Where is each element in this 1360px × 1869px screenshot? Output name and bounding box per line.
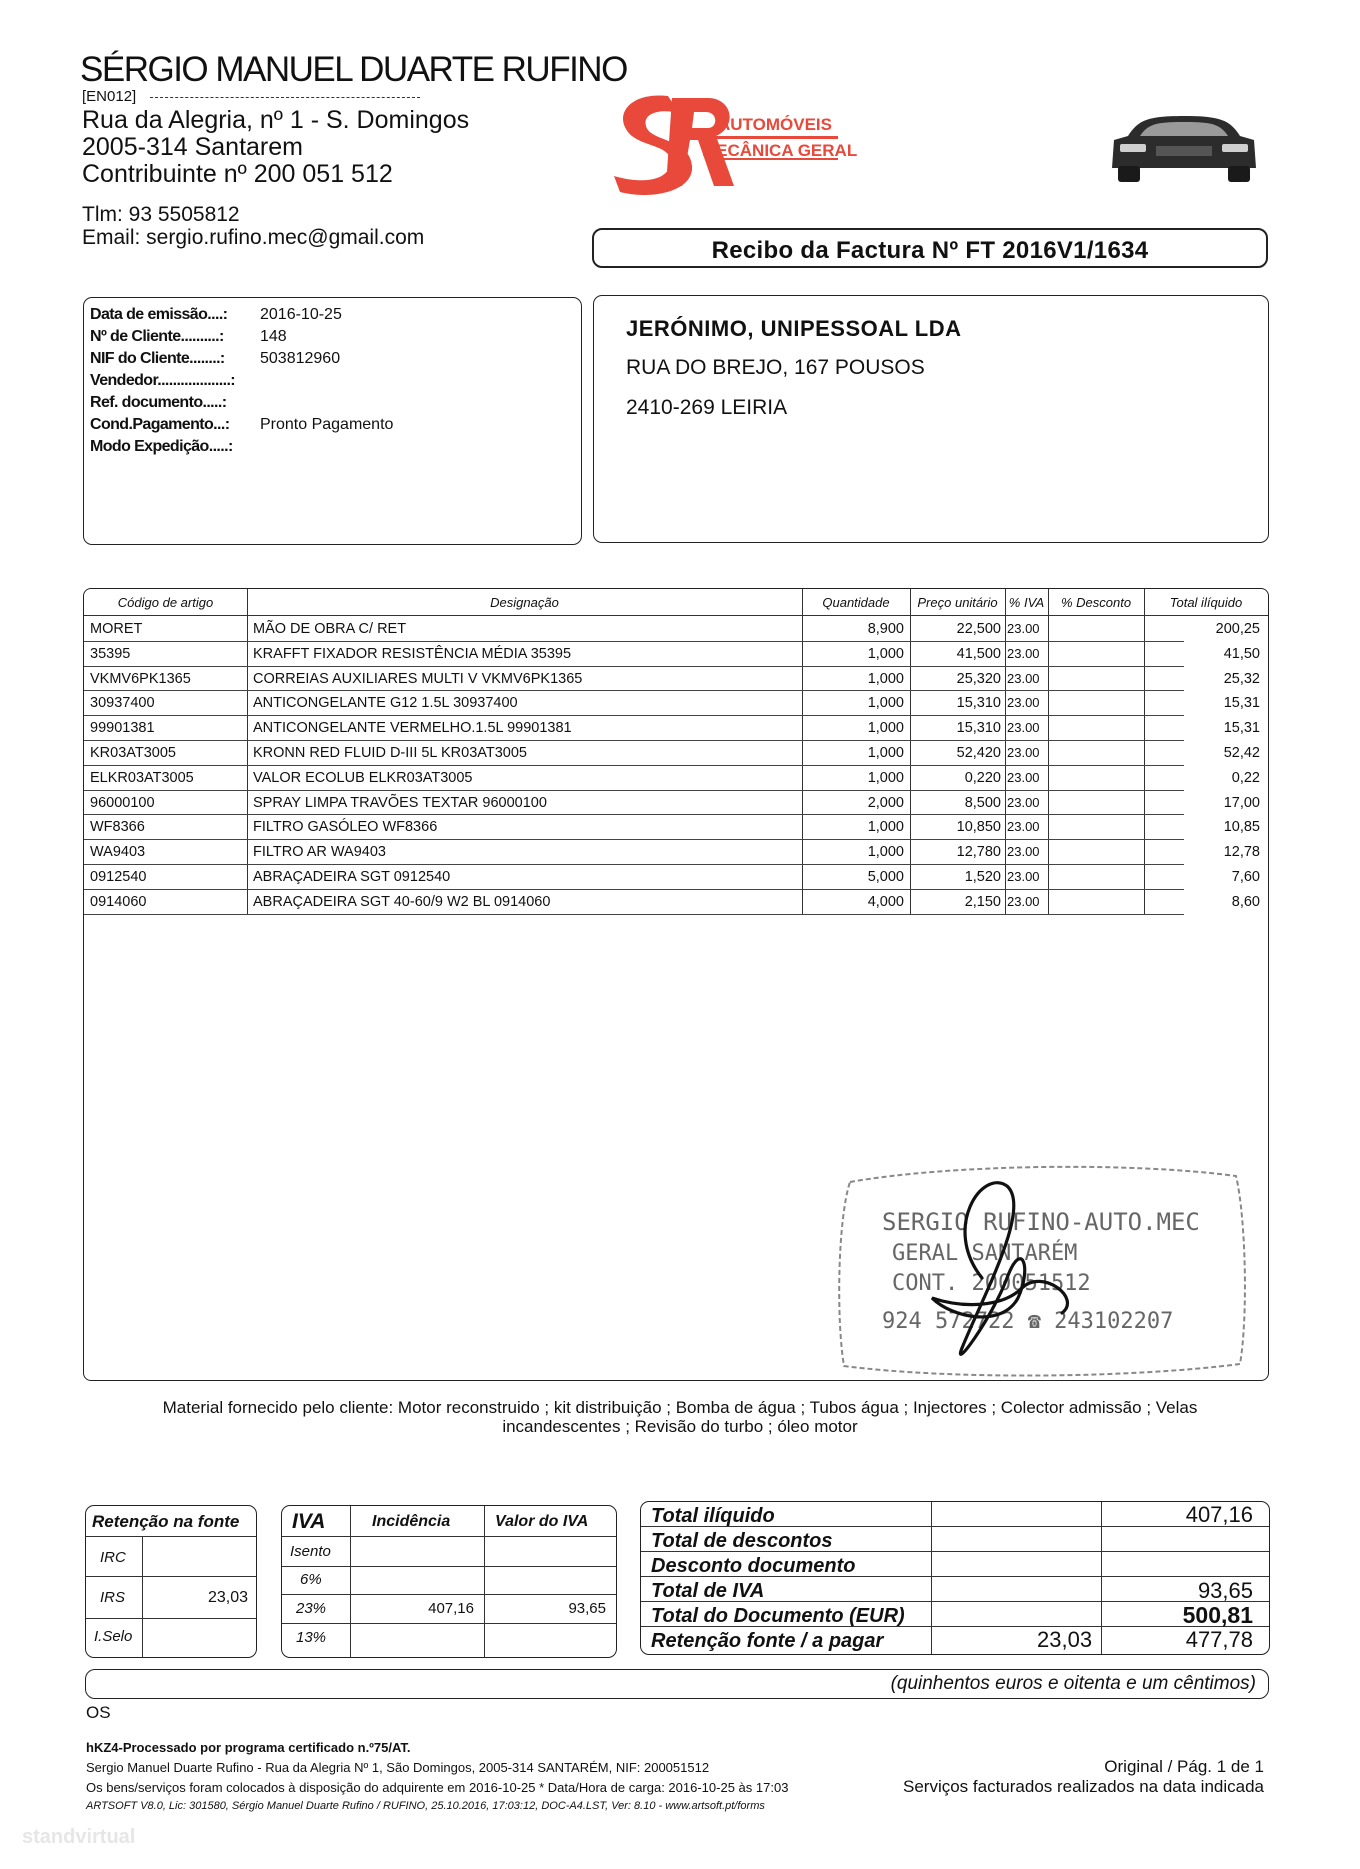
document-total-label: Total do Documento (EUR) bbox=[651, 1605, 905, 1627]
company-code: [EN012] bbox=[82, 88, 137, 105]
info-row bbox=[90, 328, 287, 346]
watermark: standvirtual bbox=[22, 1826, 136, 1848]
info-label: Ref. documento.....: bbox=[90, 394, 227, 411]
item-designation: KRONN RED FLUID D-III 5L KR03AT3005 bbox=[253, 745, 527, 761]
item-price: 41,500 bbox=[956, 645, 1001, 662]
column-header-discount: % Desconto bbox=[1060, 595, 1132, 610]
item-code: 96000100 bbox=[90, 794, 155, 811]
iva-box bbox=[281, 1505, 617, 1658]
info-label: Modo Expedição.....: bbox=[90, 438, 233, 455]
item-vat: 23.00 bbox=[1007, 844, 1040, 860]
item-qty: 2,000 bbox=[867, 794, 904, 811]
item-vat: 23.00 bbox=[1007, 769, 1040, 785]
item-total: 12,78 bbox=[1223, 844, 1260, 861]
divider bbox=[86, 1618, 256, 1619]
footer-page-info: Original / Pág. 1 de 1 bbox=[1104, 1757, 1264, 1776]
item-qty: 8,900 bbox=[867, 621, 904, 637]
item-discount bbox=[1048, 865, 1140, 889]
item-total: 17,00 bbox=[1223, 794, 1260, 811]
iva-title: IVA bbox=[292, 1510, 326, 1533]
info-row bbox=[90, 394, 226, 412]
item-vat: 23.00 bbox=[1007, 869, 1040, 884]
company-taxid: Contribuinte nº 200 051 512 bbox=[82, 160, 393, 188]
item-code: 99901381 bbox=[90, 720, 155, 737]
total-iva-value: 93,65 bbox=[1197, 1578, 1253, 1603]
info-row bbox=[90, 438, 233, 456]
item-vat: 23.00 bbox=[1007, 745, 1040, 760]
item-designation: ABRAÇADEIRA SGT 40-60/9 W2 BL 0914060 bbox=[253, 893, 551, 910]
item-vat: 23.00 bbox=[1007, 720, 1040, 736]
item-total: 10,85 bbox=[1223, 819, 1260, 836]
item-price: 52,420 bbox=[956, 745, 1001, 761]
item-discount bbox=[1048, 840, 1140, 864]
item-total: 7,60 bbox=[1231, 869, 1260, 885]
item-discount bbox=[1048, 691, 1140, 715]
retention-title: Retenção na fonte bbox=[92, 1512, 240, 1531]
item-code: VKMV6PK1365 bbox=[90, 670, 191, 687]
info-label: Data de emissão....: bbox=[90, 306, 228, 323]
iva-23-base: 407,16 bbox=[428, 1600, 474, 1617]
company-email: Email: sergio.rufino.mec@gmail.com bbox=[82, 226, 425, 249]
item-price: 22,500 bbox=[956, 621, 1001, 637]
info-row bbox=[90, 416, 394, 434]
item-vat: 23.00 bbox=[1007, 695, 1040, 711]
info-value: 2016-10-25 bbox=[260, 306, 342, 323]
divider bbox=[484, 1506, 485, 1657]
retention-irs-label: IRS bbox=[100, 1589, 126, 1606]
item-total: 41,50 bbox=[1223, 645, 1260, 662]
item-code: WA9403 bbox=[90, 844, 146, 861]
company-name: SÉRGIO MANUEL DUARTE RUFINO bbox=[80, 50, 627, 89]
company-logo bbox=[610, 88, 870, 198]
item-designation: ANTICONGELANTE G12 1.5L 30937400 bbox=[253, 695, 518, 712]
item-qty: 1,000 bbox=[867, 720, 904, 737]
company-address-line: Rua da Alegria, nº 1 - S. Domingos bbox=[82, 106, 470, 134]
item-vat: 23.00 bbox=[1007, 645, 1040, 661]
info-label: NIF do Cliente........: bbox=[90, 350, 225, 367]
stamp-line-3: CONT. 200051512 bbox=[892, 1271, 1091, 1296]
table-row-divider bbox=[84, 914, 1184, 915]
item-discount bbox=[1048, 617, 1140, 641]
amount-payable: 477,78 bbox=[1185, 1627, 1253, 1652]
item-price: 12,780 bbox=[956, 844, 1001, 861]
total-net-label: Total ilíquido bbox=[651, 1505, 775, 1527]
document-discount-label: Desconto documento bbox=[651, 1555, 856, 1577]
column-header-total: Total ilíquido bbox=[1169, 595, 1243, 610]
item-vat: 23.00 bbox=[1007, 819, 1040, 835]
item-total: 52,42 bbox=[1223, 745, 1260, 761]
item-qty: 1,000 bbox=[867, 819, 904, 836]
column-header-qty: Quantidade bbox=[822, 595, 890, 610]
column-header-vat: % IVA bbox=[1008, 595, 1045, 610]
column-header-designation: Designação bbox=[490, 595, 559, 610]
retention-payable-label: Retenção fonte / a pagar bbox=[651, 1630, 884, 1652]
info-label: Vendedor...................: bbox=[90, 372, 236, 389]
retention-irc-label: IRC bbox=[100, 1549, 126, 1566]
item-vat: 23.00 bbox=[1007, 621, 1040, 636]
info-row bbox=[90, 350, 341, 368]
customer-address: RUA DO BREJO, 167 POUSOS bbox=[626, 356, 925, 379]
item-discount bbox=[1048, 890, 1140, 914]
document-info-box bbox=[83, 297, 582, 545]
item-qty: 1,000 bbox=[867, 670, 904, 687]
company-phone: Tlm: 93 5505812 bbox=[82, 203, 240, 226]
item-designation: CORREIAS AUXILIARES MULTI V VKMV6PK1365 bbox=[253, 670, 583, 687]
info-row bbox=[90, 306, 342, 324]
item-price: 1,520 bbox=[964, 869, 1001, 885]
footer-services-note: Serviços facturados realizados na data indicada bbox=[903, 1777, 1264, 1796]
totals-box bbox=[640, 1501, 1270, 1655]
amount-in-words: (quinhentos euros e oitenta e um cêntimos) bbox=[890, 1673, 1256, 1694]
logo-line-1: AUTOMÓVEIS bbox=[718, 115, 832, 134]
item-designation: KRAFFT FIXADOR RESISTÊNCIA MÉDIA 35395 bbox=[253, 645, 572, 662]
item-qty: 1,000 bbox=[867, 745, 904, 761]
iva-23-value: 93,65 bbox=[568, 1600, 606, 1617]
divider bbox=[282, 1536, 616, 1537]
item-price: 15,310 bbox=[956, 720, 1001, 737]
retention-box bbox=[85, 1505, 257, 1658]
info-label: Cond.Pagamento...: bbox=[90, 416, 230, 433]
item-discount bbox=[1048, 791, 1140, 815]
divider bbox=[1101, 1502, 1102, 1654]
car-image bbox=[1108, 110, 1260, 186]
total-discounts-label: Total de descontos bbox=[651, 1530, 833, 1552]
divider bbox=[350, 1506, 351, 1657]
column-header-price: Preço unitário bbox=[917, 595, 998, 610]
info-value: Pronto Pagamento bbox=[260, 416, 394, 433]
item-code: ELKR03AT3005 bbox=[90, 769, 194, 786]
item-total: 200,25 bbox=[1215, 621, 1260, 637]
stamp-line-2: GERAL SANTARÉM bbox=[892, 1241, 1078, 1266]
item-price: 8,500 bbox=[964, 794, 1001, 811]
item-total: 0,22 bbox=[1231, 769, 1260, 786]
materials-note: Material fornecido pelo cliente: Motor reconstruido ; kit distribuição ; Bomba de água ; Tubos água ; Injectores ; Colector admissão ; Velas incandescentes ; Revisão do turbo ; óleo motor bbox=[162, 1398, 1198, 1436]
item-code: 35395 bbox=[90, 645, 131, 662]
item-qty: 1,000 bbox=[867, 844, 904, 861]
item-designation: ANTICONGELANTE VERMELHO.1.5L 99901381 bbox=[253, 720, 572, 737]
item-discount bbox=[1048, 642, 1140, 666]
info-value: 503812960 bbox=[260, 350, 341, 367]
item-total: 15,31 bbox=[1223, 720, 1260, 737]
customer-box bbox=[593, 295, 1269, 543]
item-designation: VALOR ECOLUB ELKR03AT3005 bbox=[253, 769, 473, 786]
stamp-line-4: 924 572722 ☎ 243102207 bbox=[882, 1309, 1174, 1334]
item-code: WF8366 bbox=[90, 819, 145, 836]
item-code: 0912540 bbox=[90, 869, 147, 885]
item-total: 25,32 bbox=[1223, 670, 1260, 687]
iva-base-header: Incidência bbox=[372, 1513, 451, 1530]
iva-row-exempt: Isento bbox=[290, 1543, 331, 1560]
item-discount bbox=[1048, 741, 1140, 765]
divider bbox=[931, 1502, 932, 1654]
divider bbox=[150, 97, 420, 98]
item-code: 0914060 bbox=[90, 893, 147, 910]
os-label: OS bbox=[86, 1703, 111, 1722]
customer-postal: 2410-269 LEIRIA bbox=[626, 396, 788, 419]
item-discount bbox=[1048, 815, 1140, 839]
item-qty: 1,000 bbox=[867, 769, 904, 786]
item-total: 15,31 bbox=[1223, 695, 1260, 712]
item-discount bbox=[1048, 766, 1140, 790]
item-price: 2,150 bbox=[964, 893, 1001, 910]
item-code: 30937400 bbox=[90, 695, 155, 712]
divider bbox=[86, 1576, 256, 1577]
item-price: 15,310 bbox=[956, 695, 1001, 712]
item-vat: 23.00 bbox=[1007, 670, 1040, 686]
item-code: MORET bbox=[90, 621, 143, 637]
customer-name: JERÓNIMO, UNIPESSOAL LDA bbox=[626, 316, 962, 341]
footer-certification: hKZ4-Processado por programa certificado n.º75/AT. bbox=[86, 1740, 411, 1755]
item-designation: SPRAY LIMPA TRAVÕES TEXTAR 96000100 bbox=[253, 794, 547, 811]
item-price: 0,220 bbox=[964, 769, 1001, 786]
document-total-value: 500,81 bbox=[1182, 1602, 1253, 1628]
total-iva-label: Total de IVA bbox=[651, 1580, 765, 1602]
item-qty: 1,000 bbox=[867, 645, 904, 662]
header-divider bbox=[84, 615, 1268, 616]
info-label: Nº de Cliente..........: bbox=[90, 328, 224, 345]
info-row bbox=[90, 372, 235, 390]
item-total: 8,60 bbox=[1231, 893, 1260, 910]
item-price: 10,850 bbox=[956, 819, 1001, 836]
item-vat: 23.00 bbox=[1007, 893, 1040, 909]
item-price: 25,320 bbox=[956, 670, 1001, 687]
divider bbox=[142, 1536, 143, 1657]
logo-line-2: MECÂNICA GERAL bbox=[702, 141, 858, 160]
iva-row-13: 13% bbox=[296, 1629, 327, 1646]
footer-software: ARTSOFT V8.0, Lic: 301580, Sérgio Manuel Duarte Rufino / RUFINO, 25.10.2016, 17:03:12, DOC-A4.LST, Ver: 8.10 - www.artsoft.pt/forms bbox=[86, 1800, 765, 1812]
item-discount bbox=[1048, 667, 1140, 691]
divider bbox=[282, 1594, 616, 1595]
divider bbox=[282, 1566, 616, 1567]
retention-amount: 23,03 bbox=[1037, 1627, 1093, 1652]
item-designation: MÃO DE OBRA C/ RET bbox=[253, 621, 407, 637]
divider bbox=[86, 1536, 256, 1537]
item-vat: 23.00 bbox=[1007, 794, 1040, 810]
footer-delivery: Os bens/serviços foram colocados à disposição do adquirente em 2016-10-25 * Data/Hora de carga: 2016-10-25 às 17:03 bbox=[86, 1780, 789, 1795]
item-designation: FILTRO GASÓLEO WF8366 bbox=[253, 819, 438, 836]
item-designation: FILTRO AR WA9403 bbox=[253, 844, 386, 861]
iva-value-header: Valor do IVA bbox=[495, 1513, 589, 1530]
item-discount bbox=[1048, 716, 1140, 740]
iva-row-6: 6% bbox=[300, 1571, 322, 1588]
total-net-value: 407,16 bbox=[1185, 1502, 1253, 1527]
document-title-box bbox=[592, 228, 1268, 268]
stamp-line-1: SERGIO RUFINO-AUTO.MEC bbox=[882, 1208, 1200, 1236]
divider bbox=[282, 1623, 616, 1624]
retention-irs-value: 23,03 bbox=[207, 1589, 248, 1606]
footer-company: Sergio Manuel Duarte Rufino - Rua da Alegria Nº 1, São Domingos, 2005-314 SANTARÉM, NIF: 200051512 bbox=[86, 1760, 710, 1775]
item-qty: 4,000 bbox=[867, 893, 904, 910]
company-stamp bbox=[832, 1158, 1252, 1383]
amount-in-words-box bbox=[85, 1669, 1269, 1699]
column-header-code: Código de artigo bbox=[117, 595, 214, 610]
retention-selo-label: I.Selo bbox=[94, 1628, 133, 1645]
item-qty: 5,000 bbox=[867, 869, 904, 885]
iva-row-23: 23% bbox=[296, 1600, 327, 1617]
company-postal-line: 2005-314 Santarem bbox=[82, 133, 303, 161]
item-qty: 1,000 bbox=[867, 695, 904, 712]
document-title: Recibo da Factura Nº FT 2016V1/1634 bbox=[711, 237, 1149, 264]
info-value: 148 bbox=[260, 328, 287, 345]
item-designation: ABRAÇADEIRA SGT 0912540 bbox=[253, 869, 451, 885]
item-code: KR03AT3005 bbox=[90, 745, 176, 761]
